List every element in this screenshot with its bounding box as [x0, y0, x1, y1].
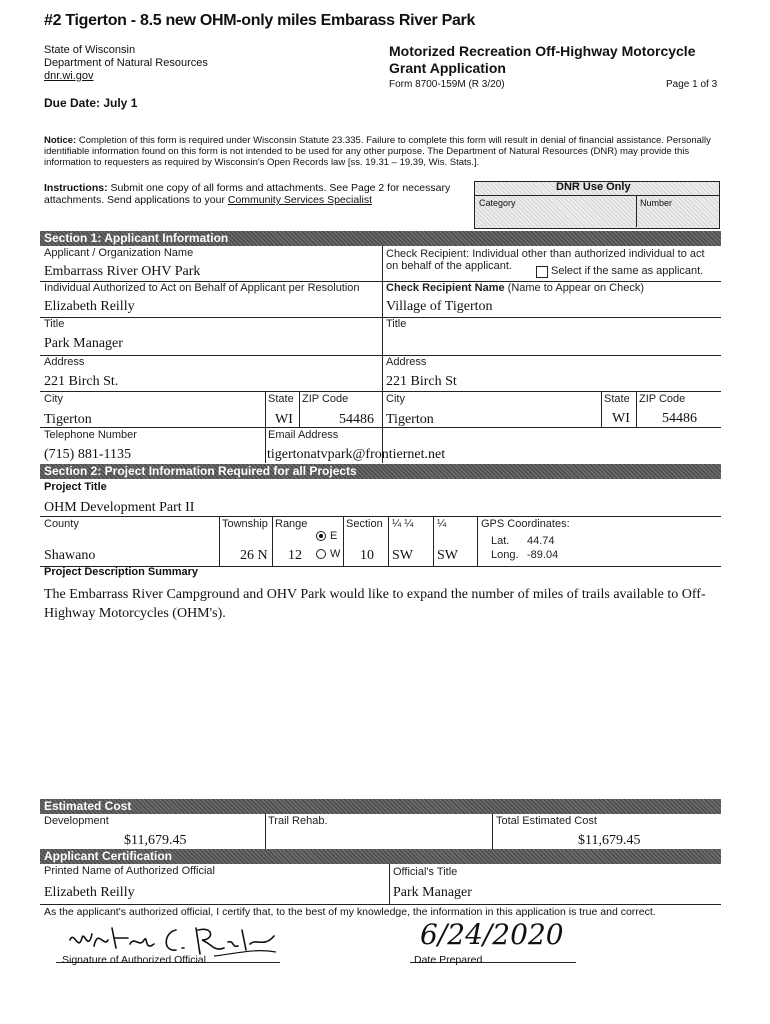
- authorized-label: Individual Authorized to Act on Behalf of Applicant per Resolution: [44, 282, 360, 294]
- quarter-label: ¼: [437, 518, 447, 530]
- title-value[interactable]: Park Manager: [44, 336, 123, 351]
- org-name-value[interactable]: Embarrass River OHV Park: [44, 264, 201, 279]
- zip-value[interactable]: 54486: [339, 412, 374, 427]
- state-value[interactable]: WI: [275, 412, 293, 427]
- long-value[interactable]: -89.04: [527, 549, 559, 561]
- recipient-state-label: State: [604, 393, 630, 405]
- trail-rehab-label: Trail Rehab.: [268, 815, 328, 827]
- recipient-title-label: Title: [386, 318, 407, 330]
- printed-name-label: Printed Name of Authorized Official: [44, 865, 215, 877]
- total-cost-label: Total Estimated Cost: [496, 815, 597, 827]
- recipient-city-label: City: [386, 393, 405, 405]
- range-west-label: W: [330, 548, 341, 560]
- estimated-cost-header: Estimated Cost: [40, 799, 721, 814]
- range-value[interactable]: 12: [288, 548, 302, 563]
- range-east-label: E: [330, 530, 338, 542]
- lat-label: Lat.: [491, 535, 510, 547]
- instructions: [44, 182, 462, 206]
- recipient-zip-label: ZIP Code: [639, 393, 686, 405]
- gps-label: GPS Coordinates:: [481, 518, 570, 530]
- certification-statement: As the applicant's authorized official, I certify that, to the best of my knowledge, the information in this application is true and correct.: [44, 906, 656, 918]
- official-title-label: Official's Title: [393, 866, 458, 878]
- range-east-radio-dot: [319, 534, 323, 538]
- recipient-zip-value[interactable]: 54486: [662, 411, 697, 426]
- official-title-value[interactable]: Park Manager: [393, 885, 472, 900]
- section-value[interactable]: 10: [360, 548, 374, 563]
- city-label: City: [44, 393, 63, 405]
- email-label: Email Address: [268, 429, 339, 441]
- phone-value[interactable]: (715) 881-1135: [44, 447, 131, 462]
- summary-label: Project Description Summary: [44, 566, 199, 578]
- quarter-value[interactable]: SW: [437, 548, 458, 563]
- long-label: Long.: [491, 549, 519, 561]
- project-title-value[interactable]: OHM Development Part II: [44, 500, 195, 515]
- dnr-use-only-label: DNR Use Only: [556, 181, 631, 193]
- date-prepared-label: Date Prepared: [414, 954, 483, 966]
- agency-line1: State of Wisconsin: [44, 44, 136, 56]
- signature-label: Signature of Authorized Official: [62, 954, 206, 966]
- lat-value[interactable]: 44.74: [527, 535, 555, 547]
- development-value[interactable]: $11,679.45: [124, 833, 187, 848]
- due-date: Due Date: July 1: [44, 96, 138, 110]
- agency-line2: Department of Natural Resources: [44, 57, 208, 69]
- address-value[interactable]: 221 Birch St.: [44, 374, 119, 389]
- recipient-address-value[interactable]: 221 Birch St: [386, 374, 457, 389]
- township-label: Township: [222, 518, 268, 530]
- phone-label: Telephone Number: [44, 429, 137, 441]
- notice: [44, 135, 724, 168]
- quarter-quarter-value[interactable]: SW: [392, 548, 413, 563]
- dnr-number-label: Number: [640, 198, 673, 208]
- form-title-line1: Motorized Recreation Off-Highway Motorcycle: [389, 43, 696, 59]
- address-label: Address: [44, 356, 85, 368]
- printed-name-value[interactable]: Elizabeth Reilly: [44, 885, 135, 900]
- project-title-label: Project Title: [44, 481, 107, 493]
- community-specialist-link[interactable]: Community Services Specialist: [227, 194, 373, 206]
- notice-text: Completion of this form is required under Wisconsin Statute 23.335. Failure to complete this form will result in denial of financial assistance. Personally identifiable information found on this form is not intended to be used for any other purpose. The Department of Natural Resources (DNR) may provide this information to requesters as required by Wisconsin's Open Records law [ss. 19.31 – 19.39, Wis. Stats.].: [44, 135, 711, 168]
- recipient-name-value[interactable]: Village of Tigerton: [386, 299, 493, 314]
- title-label: Title: [44, 318, 65, 330]
- recipient-city-value[interactable]: Tigerton: [386, 412, 434, 427]
- date-prepared-value[interactable]: 6/24/2020: [420, 918, 564, 951]
- range-west-radio[interactable]: [316, 549, 326, 559]
- dnr-category-label: Category: [479, 198, 516, 208]
- recipient-state-value[interactable]: WI: [612, 411, 630, 426]
- recipient-name-label-bold: Check Recipient Name: [386, 282, 505, 294]
- range-label: Range: [275, 518, 308, 530]
- section2-header: Section 2: Project Information Required for all Projects: [40, 464, 721, 479]
- form-number: Form 8700-159M (R 3/20): [389, 79, 505, 90]
- section1-header: Section 1: Applicant Information: [40, 231, 721, 246]
- section-label: Section: [346, 518, 383, 530]
- org-name-label: Applicant / Organization Name: [44, 247, 194, 259]
- quarter-quarter-label: ¼ ¼: [392, 518, 414, 530]
- notice-label: Notice:: [44, 135, 77, 146]
- development-label: Development: [44, 815, 109, 827]
- instructions-text: Submit one copy of all forms and attachments. See Page 2 for necessary attachments. Send applications to your: [44, 182, 451, 206]
- summary-value[interactable]: The Embarrass River Campground and OHV Park would like to expand the number of miles of trails available to Off-Highway Motorcycles (OHM's).: [44, 587, 706, 621]
- agency-web-link[interactable]: dnr.wi.gov: [44, 70, 94, 82]
- zip-label: ZIP Code: [302, 393, 349, 405]
- total-cost-value[interactable]: $11,679.45: [578, 833, 641, 848]
- authorized-value[interactable]: Elizabeth Reilly: [44, 299, 135, 314]
- form-title-line2: Grant Application: [389, 60, 506, 76]
- county-value[interactable]: Shawano: [44, 548, 96, 563]
- state-label: State: [268, 393, 294, 405]
- range-east-radio[interactable]: [316, 531, 326, 541]
- page-number: Page 1 of 3: [666, 79, 718, 90]
- same-as-applicant-checkbox[interactable]: [536, 266, 548, 278]
- check-recipient-note: Check Recipient: Individual other than authorized individual to act on behalf of the applicant.: [386, 248, 705, 272]
- city-value[interactable]: Tigerton: [44, 412, 92, 427]
- recipient-name-label-rest: (Name to Appear on Check): [507, 282, 645, 294]
- recipient-address-label: Address: [386, 356, 427, 368]
- county-label: County: [44, 518, 79, 530]
- same-as-applicant-label: Select if the same as applicant.: [551, 265, 704, 277]
- handwritten-title: #2 Tigerton - 8.5 new OHM-only miles Embarass River Park: [44, 12, 476, 29]
- instructions-label: Instructions:: [44, 182, 108, 194]
- township-value[interactable]: 26 N: [240, 548, 268, 563]
- certification-header: Applicant Certification: [40, 849, 721, 864]
- recipient-name-label: [386, 282, 644, 294]
- email-value[interactable]: tigertonatvpark@frontiernet.net: [267, 447, 446, 462]
